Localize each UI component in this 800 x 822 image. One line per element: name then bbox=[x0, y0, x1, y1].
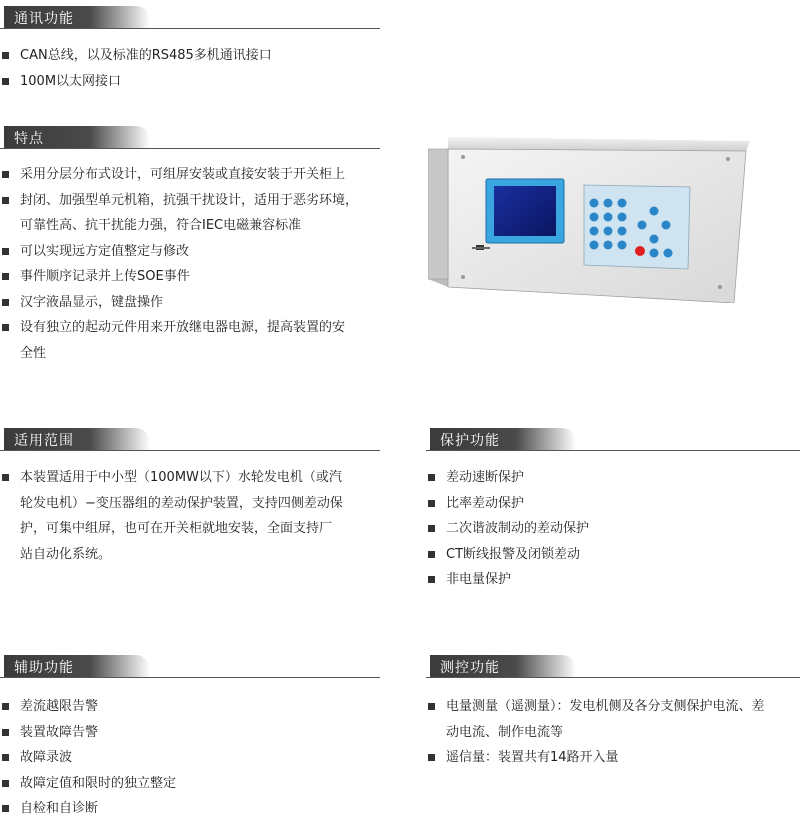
square-bullet-icon bbox=[2, 78, 9, 85]
scope-section bbox=[0, 428, 343, 567]
list-item: 可以实现远方定值整定与修改 bbox=[0, 239, 358, 265]
protection-list bbox=[426, 465, 589, 593]
square-bullet-icon bbox=[2, 474, 9, 481]
list-item: 事件顺序记录并上传SOE事件 bbox=[0, 264, 358, 290]
square-bullet-icon bbox=[2, 273, 9, 280]
square-bullet-icon bbox=[2, 299, 9, 306]
list-item: 二次谐波制动的差动保护 bbox=[426, 516, 589, 542]
square-bullet-icon bbox=[2, 703, 9, 710]
scope-title: 适用范围 bbox=[14, 433, 74, 449]
aux-header bbox=[0, 655, 150, 677]
aux-list bbox=[0, 694, 176, 822]
list-item: 比率差动保护 bbox=[426, 491, 589, 517]
list-item: 故障定值和限时的独立整定 bbox=[0, 771, 176, 797]
square-bullet-icon bbox=[428, 525, 435, 532]
features-header bbox=[0, 126, 150, 148]
comm-section bbox=[0, 6, 272, 94]
list-item: 遥信量：装置共有14路开入量 bbox=[426, 745, 765, 771]
list-item: 故障录波 bbox=[0, 745, 176, 771]
scope-header bbox=[0, 428, 150, 450]
comm-title: 通讯功能 bbox=[14, 11, 74, 27]
list-item: CT断线报警及闭锁差动 bbox=[426, 542, 589, 568]
list-item: 装置故障告警 bbox=[0, 720, 176, 746]
square-bullet-icon bbox=[2, 754, 9, 761]
measure-list bbox=[426, 694, 765, 771]
square-bullet-icon bbox=[2, 805, 9, 812]
measure-title: 测控功能 bbox=[440, 660, 500, 676]
scope-list bbox=[0, 465, 343, 567]
list-item: 采用分层分布式设计，可组屏安装或直接安装于开关柜上 bbox=[0, 162, 358, 188]
measure-section bbox=[426, 655, 765, 771]
list-item: 电量测量（遥测量）：发电机侧及各分支侧保护电流、差 动电流、制作电流等 bbox=[426, 694, 765, 745]
list-item: 非电量保护 bbox=[426, 567, 589, 593]
list-item: 汉字液晶显示，键盘操作 bbox=[0, 290, 358, 316]
square-bullet-icon bbox=[2, 171, 9, 178]
square-bullet-icon bbox=[2, 780, 9, 787]
list-item: 100M以太网接口 bbox=[0, 69, 272, 95]
protection-title: 保护功能 bbox=[440, 433, 500, 449]
square-bullet-icon bbox=[428, 754, 435, 761]
square-bullet-icon bbox=[428, 474, 435, 481]
protection-section bbox=[426, 428, 589, 593]
measure-header bbox=[426, 655, 576, 677]
list-item: CAN总线，以及标准的RS485多机通讯接口 bbox=[0, 43, 272, 69]
features-list bbox=[0, 162, 358, 366]
list-item: 自检和自诊断 bbox=[0, 796, 176, 822]
square-bullet-icon bbox=[2, 52, 9, 59]
square-bullet-icon bbox=[2, 729, 9, 736]
relay-device-image bbox=[428, 137, 750, 303]
list-item: 差流越限告警 bbox=[0, 694, 176, 720]
list-item: 封闭、加强型单元机箱，抗强干扰设计，适用于恶劣环境， 可靠性高、抗干扰能力强，符合IEC电磁兼容标准 bbox=[0, 188, 358, 239]
comm-header bbox=[0, 6, 150, 28]
square-bullet-icon bbox=[428, 576, 435, 583]
protection-header bbox=[426, 428, 576, 450]
square-bullet-icon bbox=[2, 197, 9, 204]
square-bullet-icon bbox=[428, 551, 435, 558]
features-section bbox=[0, 126, 358, 366]
square-bullet-icon bbox=[428, 703, 435, 710]
aux-section bbox=[0, 655, 176, 822]
square-bullet-icon bbox=[428, 500, 435, 507]
square-bullet-icon bbox=[2, 248, 9, 255]
list-item: 差动速断保护 bbox=[426, 465, 589, 491]
aux-title: 辅助功能 bbox=[14, 660, 74, 676]
list-item: 本装置适用于中小型（100MW以下）水轮发电机（或汽 轮发电机）−变压器组的差动保护装置，支持四侧差动保 护，可集中组屏，也可在开关柜就地安装，全面支持厂 站自动化系统。 bbox=[0, 465, 343, 567]
comm-list bbox=[0, 43, 272, 94]
features-title: 特点 bbox=[14, 131, 44, 147]
square-bullet-icon bbox=[2, 324, 9, 331]
list-item: 设有独立的起动元件用来开放继电器电源，提高装置的安 全性 bbox=[0, 315, 358, 366]
